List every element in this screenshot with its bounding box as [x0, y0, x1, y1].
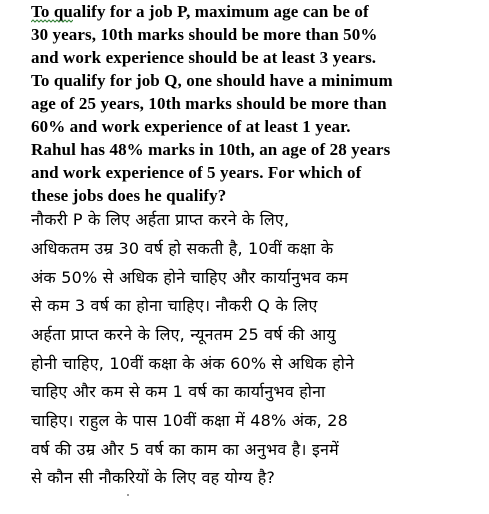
english-line: Rahul has 48% marks in 10th, an age of 28 years — [31, 140, 391, 159]
english-line: age of 25 years, 10th marks should be more than — [31, 94, 387, 113]
hindi-line: अंक 50% से अधिक होने चाहिए और कार्यानुभव कम — [31, 268, 349, 287]
hindi-line: होनी चाहिए, 10वीं कक्षा के अंक 60% से अधिक होने — [31, 354, 355, 373]
english-line: To qualify for job Q, one should have a minimum — [31, 71, 393, 90]
hindi-line: वर्ष की उम्र और 5 वर्ष का काम का अनुभव है। इनमें — [31, 440, 339, 459]
hindi-line: अर्हता प्राप्त करने के लिए, न्यूनतम 25 वर्ष की आयु — [31, 325, 336, 344]
english-line: To qualify for a job P, maximum age can be of — [31, 2, 369, 21]
hindi-line: नौकरी P के लिए अर्हता प्राप्त करने के लिए, — [31, 210, 290, 229]
hindi-line: से कौन सी नौकरियों के लिए वह योग्य है? — [31, 468, 276, 487]
english-line: and work experience of 5 years. For which of — [31, 163, 362, 182]
hindi-line: चाहिए। राहुल के पास 10वीं कक्षा में 48% अंक, 28 — [31, 411, 348, 430]
hindi-line: से कम 3 वर्ष का होना चाहिए। नौकरी Q के लिए — [31, 296, 318, 315]
hindi-line: अधिकतम उम्र 30 वर्ष हो सकती है, 10वीं कक्षा के — [31, 239, 334, 258]
hindi-line: चाहिए और कम से कम 1 वर्ष का कार्यानुभव होना — [31, 382, 326, 401]
english-line: 30 years, 10th marks should be more than 50% — [31, 25, 378, 44]
stray-mark — [127, 494, 129, 496]
english-line: and work experience should be at least 3 years. — [31, 48, 377, 67]
english-line: these jobs does he qualify? — [31, 186, 227, 205]
english-line: 60% and work experience of at least 1 year. — [31, 117, 351, 136]
